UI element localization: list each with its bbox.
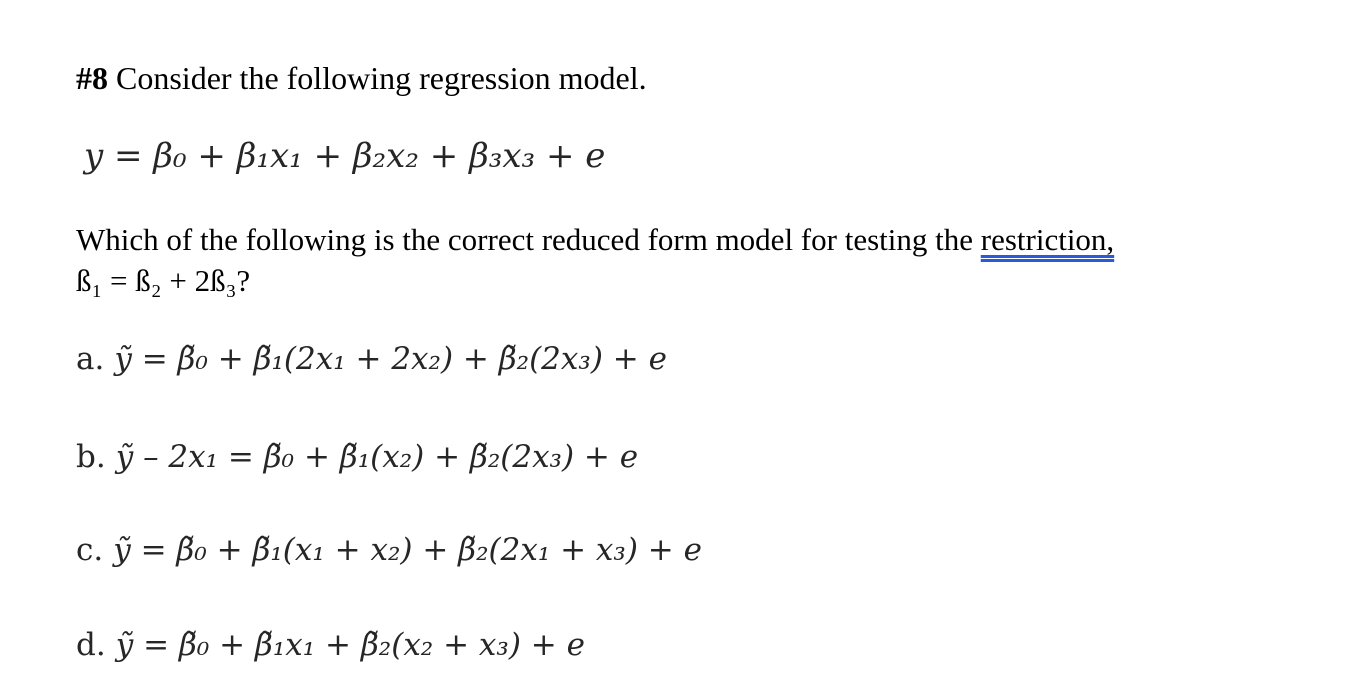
option-equation: ỹ = β̃₀ + β̃₁x₁ + β̃₂(x₂ + x₃) + e [115,627,585,663]
restriction-link[interactable]: restriction, [980,222,1115,257]
regression-model-equation: y = β₀ + β₁x₁ + β₂x₂ + β₃x₃ + e [84,136,606,176]
option-label: b. [76,439,106,475]
question-heading-text: Consider the following regression model. [108,60,647,96]
option-equation: ỹ – 2x₁ = β̃₀ + β̃₁(x₂) + β̃₂(2x₃) + e [115,439,639,475]
answer-option-a[interactable] [76,337,667,381]
option-equation: ỹ = β̃₀ + β̃₁(2x₁ + 2x₂) + β̃₂(2x₃) + e [114,341,667,377]
question-heading [76,58,647,98]
option-label: c. [76,532,104,568]
question-prompt [76,220,1114,260]
restriction-equation: ß₁ = ß₂ + 2ß₃? [76,263,251,298]
question-prompt-text: Which of the following is the correct reduced form model for testing the [76,222,981,257]
option-label: a. [76,341,105,377]
answer-option-d[interactable] [76,623,585,667]
answer-option-c[interactable] [76,528,702,572]
question-number: #8 [76,60,108,96]
option-equation: ỹ = β̃₀ + β̃₁(x₁ + x₂) + β̃₂(2x₁ + x₃) + e [113,532,702,568]
answer-option-b[interactable] [76,435,638,479]
option-label: d. [76,627,106,663]
